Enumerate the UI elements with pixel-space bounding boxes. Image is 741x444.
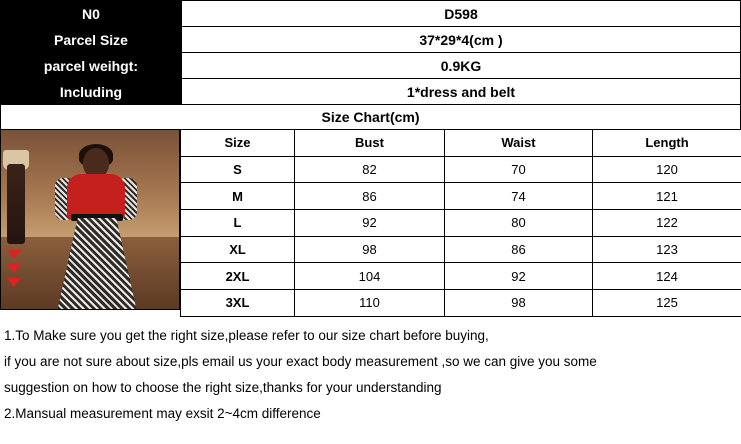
chevron-down-icon bbox=[7, 250, 21, 259]
size-measurements-table bbox=[180, 130, 741, 317]
cell-length: 122 bbox=[593, 210, 741, 237]
cell-length: 125 bbox=[593, 290, 741, 317]
info-value-including: 1*dress and belt bbox=[182, 79, 741, 105]
note-line: 2.Mansual measurement may exsit 2~4cm difference bbox=[4, 405, 321, 421]
cell-length: 124 bbox=[593, 263, 741, 290]
table-row bbox=[181, 290, 741, 317]
table-row bbox=[181, 236, 741, 263]
info-value-parcel-size: 37*29*4(cm ) bbox=[182, 27, 741, 53]
photo-and-size-table-row bbox=[0, 130, 741, 317]
cell-size: 3XL bbox=[181, 290, 295, 317]
info-value-parcel-weight: 0.9KG bbox=[182, 53, 741, 79]
note-line: suggestion on how to choose the right size,thanks for your understanding bbox=[4, 379, 442, 395]
table-row bbox=[181, 183, 741, 210]
cell-waist: 92 bbox=[445, 263, 593, 290]
info-label-including: Including bbox=[1, 79, 182, 105]
photo-lamp bbox=[7, 164, 25, 244]
cell-length: 120 bbox=[593, 156, 741, 183]
cell-waist: 98 bbox=[445, 290, 593, 317]
cell-waist: 80 bbox=[445, 210, 593, 237]
column-header-bust: Bust bbox=[295, 130, 445, 156]
info-label-parcel-size: Parcel Size bbox=[1, 27, 182, 53]
photo-model bbox=[53, 148, 139, 310]
cell-bust: 86 bbox=[295, 183, 445, 210]
table-header-row bbox=[181, 130, 741, 156]
cell-size: S bbox=[181, 156, 295, 183]
chevron-down-icon bbox=[7, 264, 21, 273]
cell-bust: 82 bbox=[295, 156, 445, 183]
info-label-parcel-weight: parcel weihgt: bbox=[1, 53, 182, 79]
cell-length: 123 bbox=[593, 236, 741, 263]
size-chart-title: Size Chart(cm) bbox=[1, 105, 741, 130]
note-line: 1.To Make sure you get the right size,please refer to our size chart before buying, bbox=[4, 327, 489, 343]
cell-bust: 92 bbox=[295, 210, 445, 237]
note-line: if you are not sure about size,pls email us your exact body measurement ,so we can give you some bbox=[4, 353, 597, 369]
cell-waist: 74 bbox=[445, 183, 593, 210]
info-label-no: N0 bbox=[1, 1, 182, 27]
cell-waist: 70 bbox=[445, 156, 593, 183]
cell-size: L bbox=[181, 210, 295, 237]
column-header-length: Length bbox=[593, 130, 741, 156]
photo-model-skirt bbox=[57, 218, 137, 310]
table-row bbox=[181, 156, 741, 183]
table-row bbox=[1, 105, 741, 130]
notes-section bbox=[0, 317, 741, 427]
cell-length: 121 bbox=[593, 183, 741, 210]
cell-size: XL bbox=[181, 236, 295, 263]
parcel-info-table bbox=[0, 0, 741, 130]
table-row bbox=[1, 53, 741, 79]
cell-bust: 104 bbox=[295, 263, 445, 290]
column-header-waist: Waist bbox=[445, 130, 593, 156]
cell-bust: 110 bbox=[295, 290, 445, 317]
info-value-no: D598 bbox=[182, 1, 741, 27]
table-row bbox=[181, 263, 741, 290]
column-header-size: Size bbox=[181, 130, 295, 156]
cell-size: 2XL bbox=[181, 263, 295, 290]
cell-waist: 86 bbox=[445, 236, 593, 263]
chevron-down-icon bbox=[7, 278, 21, 287]
product-photo bbox=[0, 130, 180, 310]
table-row bbox=[1, 1, 741, 27]
table-row bbox=[1, 79, 741, 105]
table-row bbox=[1, 27, 741, 53]
cell-size: M bbox=[181, 183, 295, 210]
cell-bust: 98 bbox=[295, 236, 445, 263]
table-row bbox=[181, 210, 741, 237]
